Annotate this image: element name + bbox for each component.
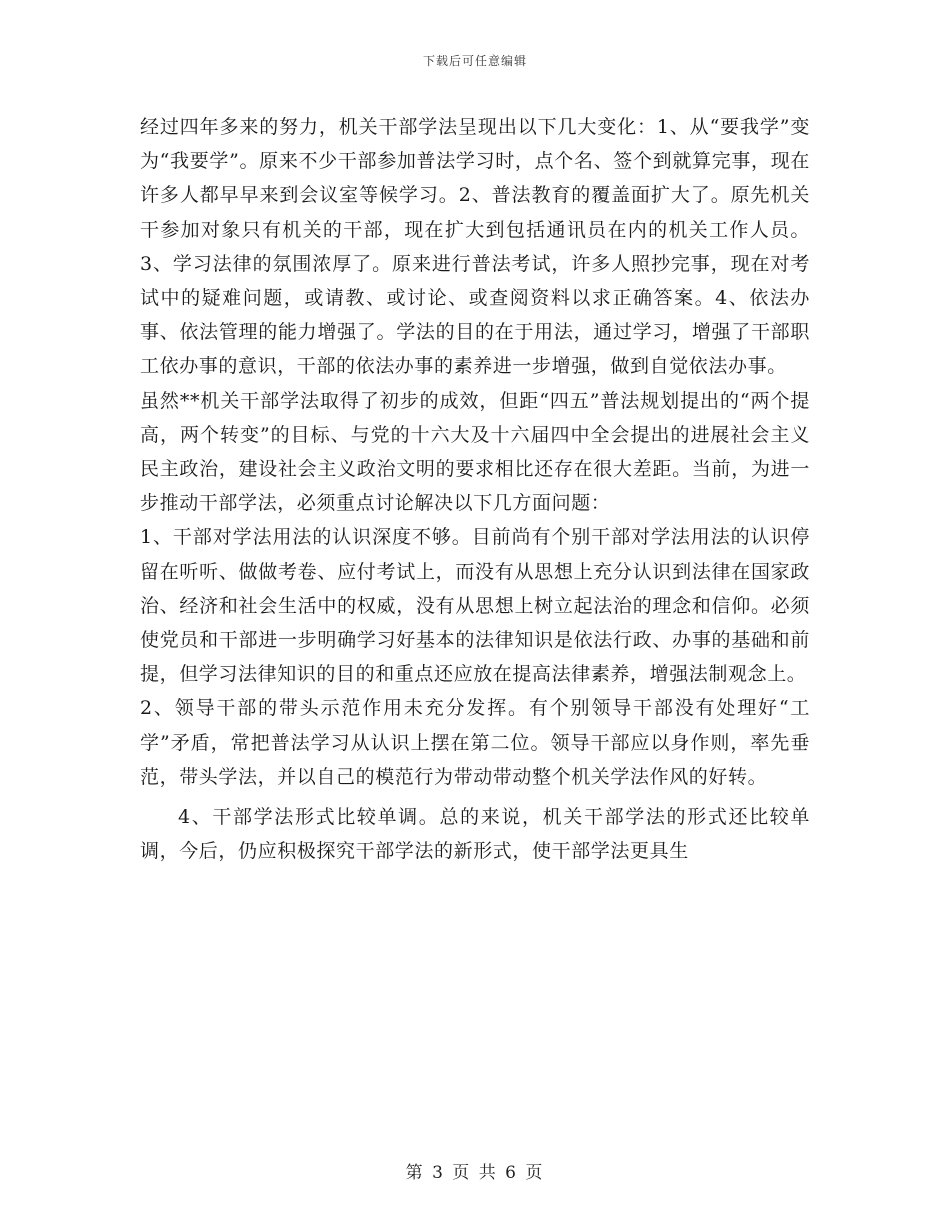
paragraph-item-4: 4、干部学法形式比较单调。总的来说，机关干部学法的形式还比较单调，今后，仍应积极探究干部学法的新形式，使干部学法更具生 (140, 806, 810, 863)
document-body (140, 110, 810, 868)
paragraph-item-1: 1、干部对学法用法的认识深度不够。目前尚有个别干部对学法用法的认识停留在听听、做做考卷、应付考试上，而没有从思想上充分认识到法律在国家政治、经济和社会生活中的权威，没有从思想上树立起法治的理念和信仰。必须使党员和干部进一步明确学习好基本的法律知识是依法行政、办事的基础和前提，但学习法律知识的目的和重点还应放在提高法律素养，增强法制观念上。 (140, 526, 810, 686)
page-footer: 第 3 页 共 6 页 (405, 1163, 545, 1183)
paragraph-gap-analysis: 虽然**机关干部学法取得了初步的成效，但距“四五”普法规划提出的“两个提高，两个转变”的目标、与党的十六大及十六届四中全会提出的进展社会主义民主政治，建设社会主义政治文明的要求相比还存在很大差距。当前，为进一步推动干部学法，必须重点讨论解决以下几方面问题： (140, 389, 810, 515)
paragraph-changes: 经过四年多来的努力，机关干部学法呈现出以下几大变化：1、从“要我学”变为“我要学”。原来不少干部参加普法学习时，点个名、签个到就算完事，现在许多人都早早来到会议室等候学习。2、普法教育的覆盖面扩大了。原先机关干参加对象只有机关的干部，现在扩大到包括通讯员在内的机关工作人员。3、学习法律的氛围浓厚了。原来进行普法考试，许多人照抄完事，现在对考试中的疑难问题，或请教、或讨论、或查阅资料以求正确答案。4、依法办事、依法管理的能力增强了。学法的目的在于用法，通过学习，增强了干部职工依办事的意识，干部的依法办事的素养进一步增强，做到自觉依法办事。 (140, 116, 810, 378)
paragraph-item-2: 2、领导干部的带头示范作用未充分发挥。有个别领导干部没有处理好“工学”矛盾，常把普法学习从认识上摆在第二位。领导干部应以身作则，率先垂范，带头学法，并以自己的模范行为带动带动整个机关学法作风的好转。 (140, 697, 810, 788)
page-header: 下载后可任意编辑 (422, 54, 527, 68)
